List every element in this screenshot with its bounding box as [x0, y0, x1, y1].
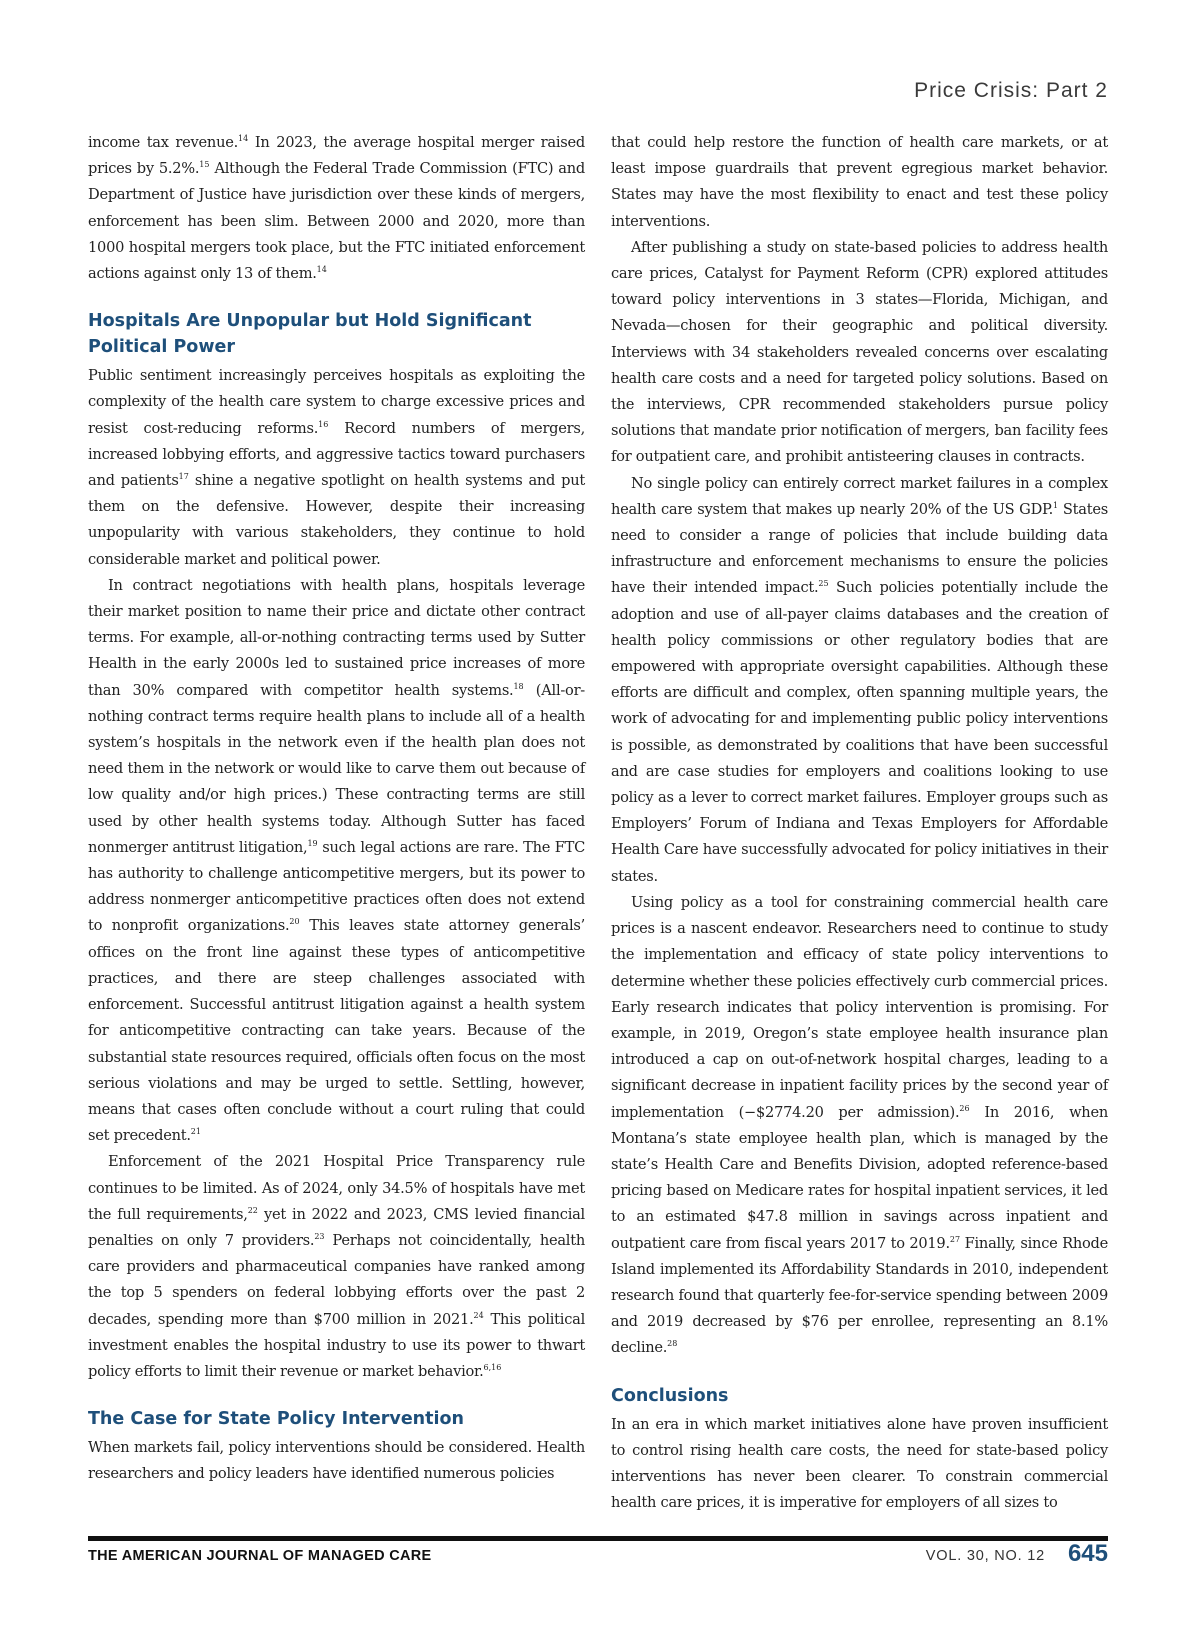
citation-ref: 24 [473, 1310, 484, 1320]
citation-ref: 16 [318, 419, 329, 429]
paragraph: Public sentiment increasingly perceives hospitals as exploiting the complexity of the health care system to charge excessive prices and resist cost-reducing reforms.$^{16}$ Record numbers of mergers, increased lobbying efforts, and aggressive tactics toward purchasers and patients$^{17}$ shine a negative spotlight on health systems and put them on the defensive. However, despite their increasing unpopularity with various stakeholders, they continue to hold considerable market and political power. [88, 367, 585, 568]
citation-ref: 22 [247, 1205, 258, 1215]
paragraph: income tax revenue.$^{14}$ In 2023, the average hospital merger raised prices by 5.2%.$^{15}$ Although the Federal Trade Commission (FTC) and Department of Justice have jurisdiction over these kinds of mergers, enforcement has been slim. Between 2000 and 2020, more than 1000 hospital mergers took place, but the FTC initiated enforcement actions against only 13 of them.$^{14}$ [88, 134, 585, 283]
citation-ref: 19 [307, 838, 318, 848]
running-title: Price Crisis: Part 2 [914, 79, 1108, 102]
citation-ref: 17 [178, 472, 189, 482]
section-heading-conclusions: Conclusions [611, 1385, 729, 1406]
paragraph: In contract negotiations with health plans, hospitals leverage their market position to name their price and dictate other contract terms. For example, all-or-nothing contracting terms used by Sutter Health in the early 2000s led to sustained price increases of more than 30% compared with competitor health systems.$^{18}$ (All-or-nothing contract terms require health plans to include all of a health system’s hospitals in the network even if the health plan does not need them in the network or would like to carve them out because of low quality and/or high prices.) These contracting terms are still used by other health systems today. Although Sutter has faced nonmerger antitrust litigation,$^{19}$ such legal actions are rare. The FTC has authority to challenge anticompetitive mergers, but its power to address nonmerger anticompetitive practices often does not extend to nonprofit organizations.$^{20}$ This leaves state attorney generals’ offices on the front line against these types of anticompetitive practices, and there are steep challenges associated with enforcement. Successful antitrust litigation against a health system for anticompetitive contracting can take years. Because of the substantial state resources required, officials often focus on the most serious violations and may be urged to settle. Settling, however, means that cases often conclude without a court ruling that could set precedent.$^{21}$ [88, 576, 585, 1145]
paragraph: that could help restore the function of health care markets, or at least impose guardrails that prevent egregious market behavior. States may have the most flexibility to enact and test these policy interventions. [611, 134, 1108, 230]
citation-ref: 28 [667, 1339, 678, 1349]
citation-ref: 21 [190, 1127, 201, 1137]
citation-ref: 27 [949, 1234, 961, 1244]
section-heading-hospitals-unpopular: Hospitals Are Unpopular but Hold Significant Political Power [88, 311, 532, 358]
citation-ref: 26 [959, 1103, 970, 1113]
paragraph: Enforcement of the 2021 Hospital Price Transparency rule continues to be limited. As of 2024, only 34.5% of hospitals have met the full requirements,$^{22}$ yet in 2022 and 2023, CMS levied financial penalties on only 7 providers.$^{23}$ Perhaps not coincidentally, health care providers and pharmaceutical companies have ranked among the top 5 spenders on federal lobbying efforts over the past 2 decades, spending more than $700 million in 2021.24 This political investment enables the hospital industry to use its power to thwart policy efforts to limit their revenue or market behavior.$^{6,16}$ [88, 1153, 585, 1380]
citation-ref: 20 [289, 917, 300, 927]
paragraph: In an era in which market initiatives alone have proven insufficient to control rising health care costs, the need for state-based policy interventions has never been clearer. To constrain commercial health care prices, it is imperative for employers of all sizes to [611, 1415, 1108, 1512]
footer-journal-name: THE AMERICAN JOURNAL OF MANAGED CARE [88, 1548, 432, 1564]
paragraph: After publishing a study on state-based policies to address health care prices, Catalyst for Payment Reform (CPR) explored attitudes toward policy interventions in 3 states—Florida, Michigan, and Nevada—chosen for their geographic and political diversity. Interviews with 34 stakeholders revealed concerns over escalating health care costs and a need for targeted policy solutions. Based on the interviews, CPR recommended stakeholders pursue policy solutions that mandate prior notification of mergers, ban facility fees for outpatient care, and prohibit antisteering clauses in contracts. [611, 238, 1108, 466]
page-number: 645 [1067, 1540, 1108, 1567]
paragraph: Using policy as a tool for constraining commercial health care prices is a nascent endeavor. Researchers need to continue to study the implementation and efficacy of state policy interventions to determine whether these policies effectively curb commercial prices. Early research indicates that policy intervention is promising. For example, in 2019, Oregon’s state employee health insurance plan introduced a cap on out-of-network hospital charges, leading to a significant decrease in inpatient facility prices by the second year of implementation (−$2774.20 per admission).$^{26}$ In 2016, when Montana’s state employee health plan, which is managed by the state’s Health Care and Benefits Division, adopted reference-based pricing based on Medicare rates for hospital inpatient services, it led to an estimated $47.8 million in savings across inpatient and outpatient care from fiscal years 2017 to 2019.27 Finally, since Rhode Island implemented its Affordability Standards in 2010, independent research found that quarterly fee-for-service spending between 2009 and 2019 decreased by $76 per enrollee, representing an 8.1% decline.$^{28}$ [611, 893, 1109, 1357]
citation-ref: 6,16 [483, 1362, 502, 1372]
citation-ref: 15 [199, 160, 210, 170]
paragraph: When markets fail, policy interventions should be considered. Health researchers and policy leaders have identified numerous policies [88, 1439, 585, 1483]
citation-ref: 14 [316, 265, 327, 275]
footer-rule [88, 1536, 1108, 1541]
citation-ref: 14 [238, 134, 249, 143]
citation-ref: 18 [513, 681, 524, 691]
citation-ref: 25 [818, 579, 829, 589]
citation-ref: 23 [314, 1231, 325, 1241]
citation-ref: 1 [1053, 500, 1059, 510]
footer-volume: VOL. 30, NO. 12 [925, 1548, 1045, 1564]
right-column [611, 130, 1108, 1516]
left-column [88, 130, 585, 1488]
section-heading-state-policy: The Case for State Policy Intervention [88, 1409, 464, 1430]
paragraph: No single policy can entirely correct market failures in a complex health care system that makes up nearly 20% of the US GDP.$^1$ States need to consider a range of policies that include building data infrastructure and enforcement mechanisms to ensure the policies have their intended impact.$^{25}$ Such policies potentially include the adoption and use of all-payer claims databases and the creation of health policy commissions or other regulatory bodies that are empowered with appropriate oversight capabilities. Although these efforts are difficult and complex, often spanning multiple years, the work of advocating for and implementing public policy interventions is possible, as demonstrated by coalitions that have been successful and are case studies for employers and coalitions looking to use policy as a lever to correct market failures. Employer groups such as Employers’ Forum of Indiana and Texas Employers for Affordable Health Care have successfully advocated for policy initiatives in their states. [611, 474, 1109, 885]
